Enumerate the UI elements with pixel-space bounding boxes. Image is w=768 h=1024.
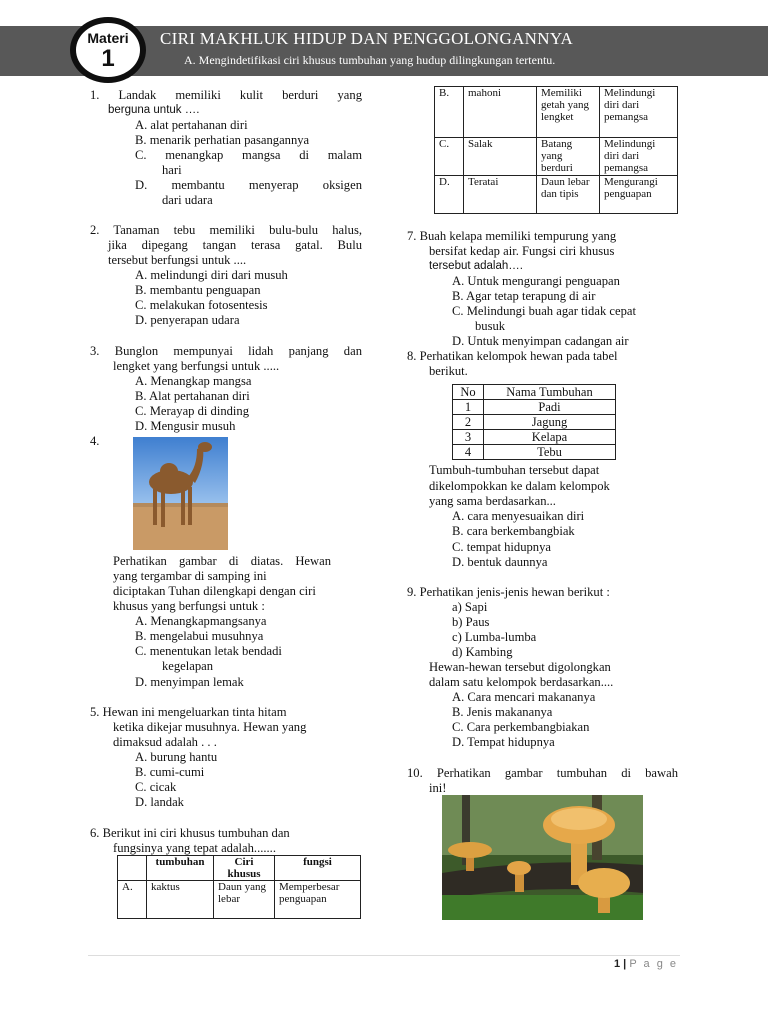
q6-row-a-ciri: Daun yang lebar xyxy=(214,881,275,919)
q8-header-name: Nama Tumbuhan xyxy=(484,385,616,400)
q2-option-d: D. penyerapan udara xyxy=(135,313,240,327)
q6-row-a-plant: kaktus xyxy=(147,881,214,919)
q6-row-b-opt: B. xyxy=(435,87,464,138)
q7-option-c: C. Melindungi buah agar tidak cepat xyxy=(452,304,636,318)
q3-option-a: A. Menangkap mangsa xyxy=(135,374,252,388)
q2-stem-line2: jika dipegang tangan terasa gatal. Bulu xyxy=(108,238,362,252)
q8-row-4-no: 4 xyxy=(453,445,484,460)
q9-after-line1: Hewan-hewan tersebut digolongkan xyxy=(429,660,611,674)
q8-row-2-name: Jagung xyxy=(484,415,616,430)
q2-stem-line3: tersebut berfungsi untuk .... xyxy=(108,253,247,267)
q6-row-a-opt: A. xyxy=(118,881,147,919)
q6-row-d-opt: D. xyxy=(435,176,464,214)
q8-table xyxy=(452,384,616,460)
page-subtitle: A. Mengindetifikasi ciri khusus tumbuhan yang hudup dilingkungan tertentu. xyxy=(184,53,556,67)
q10-stem-line2: ini! xyxy=(429,781,447,795)
q6-row-d-plant: Teratai xyxy=(464,176,537,214)
q5-option-a: A. burung hantu xyxy=(135,750,218,764)
q1-option-d-cont: dari udara xyxy=(162,193,213,207)
q6-row-b-plant: mahoni xyxy=(464,87,537,138)
q8-option-b: B. cara berkembangbiak xyxy=(452,524,575,538)
q4-option-a: A. Menangkapmangsanya xyxy=(135,614,267,628)
q2-option-a: A. melindungi diri dari musuh xyxy=(135,268,288,282)
q7-option-b: B. Agar tetap terapung di air xyxy=(452,289,596,303)
camel-image xyxy=(133,437,228,550)
q8-row-3-name: Kelapa xyxy=(484,430,616,445)
q7-option-d: D. Untuk menyimpan cadangan air xyxy=(452,334,629,348)
q5-option-d: D. landak xyxy=(135,795,184,809)
q6-stem-line2: fungsinya yang tepat adalah....... xyxy=(113,841,276,855)
q1-option-c: C. menangkap mangsa di malam xyxy=(135,148,362,162)
q1-stem-line2: berguna untuk …. xyxy=(108,104,200,116)
q7-option-c-cont: busuk xyxy=(475,319,506,333)
q1-option-b: B. menarik perhatian pasangannya xyxy=(135,133,310,147)
q9-item-b: b) Paus xyxy=(452,615,490,629)
q6-row-c-plant: Salak xyxy=(464,138,537,176)
q3-option-b: B. Alat pertahanan diri xyxy=(135,389,250,403)
q8-after-line1: Tumbuh-tumbuhan tersebut dapat xyxy=(429,463,600,477)
q7-option-a: A. Untuk mengurangi penguapan xyxy=(452,274,620,288)
q5-stem-line2: ketika dikejar musuhnya. Hewan yang xyxy=(113,720,307,734)
q6-row-a-fungsi: Memperbesar penguapan xyxy=(275,881,361,919)
q9-stem-line1: 9. Perhatikan jenis-jenis hewan berikut : xyxy=(407,585,610,599)
q6-row-c-opt: C. xyxy=(435,138,464,176)
page-title: CIRI MAKHLUK HIDUP DAN PENGGOLONGANNYA xyxy=(160,29,574,48)
q8-header-no: No xyxy=(453,385,484,400)
q6-header-ciri: Ciri khusus xyxy=(214,856,275,881)
q7-stem-line1: 7. Buah kelapa memiliki tempurung yang xyxy=(407,229,617,243)
q8-option-a: A. cara menyesuaikan diri xyxy=(452,509,585,523)
q9-item-a: a) Sapi xyxy=(452,600,488,614)
q9-option-b: B. Jenis makananya xyxy=(452,705,553,719)
q6-table-part2 xyxy=(434,86,678,214)
q6-row-b-fungsi: Melindungi diri dari pemangsa xyxy=(600,87,678,138)
q3-option-c: C. Merayap di dinding xyxy=(135,404,250,418)
q4-number: 4. xyxy=(90,434,100,448)
q6-table-part1 xyxy=(117,855,361,919)
q7-stem-line3: tersebut adalah…. xyxy=(429,260,523,272)
mushroom-image xyxy=(442,795,643,920)
q6-header-plant: tumbuhan xyxy=(147,856,214,881)
q5-option-c: C. cicak xyxy=(135,780,177,794)
q4-stem-line1: Perhatikan gambar di diatas. Hewan xyxy=(113,554,331,568)
q9-option-d: D. Tempat hidupnya xyxy=(452,735,555,749)
q6-row-c-fungsi: Melindungi diri dari pemangsa xyxy=(600,138,678,176)
q6-row-c-ciri: Batang yang berduri xyxy=(537,138,600,176)
q8-row-4-name: Tebu xyxy=(484,445,616,460)
q8-after-line2: dikelompokkan ke dalam kelompok xyxy=(429,479,610,493)
q3-stem-line1: 3. Bunglon mempunyai lidah panjang dan xyxy=(90,344,362,358)
q2-option-b: B. membantu penguapan xyxy=(135,283,261,297)
q5-stem-line1: 5. Hewan ini mengeluarkan tinta hitam xyxy=(90,705,287,719)
q8-option-d: D. bentuk daunnya xyxy=(452,555,548,569)
q1-option-d: D. membantu menyerap oksigen xyxy=(135,178,362,192)
q4-option-d: D. menyimpan lemak xyxy=(135,675,244,689)
q9-item-d: d) Kambing xyxy=(452,645,513,659)
materi-badge xyxy=(70,17,146,83)
page-separator: | xyxy=(620,958,630,970)
badge-number: 1 xyxy=(101,45,115,72)
q6-stem-line1: 6. Berikut ini ciri khusus tumbuhan dan xyxy=(90,826,290,840)
q9-option-c: C. Cara perkembangbiakan xyxy=(452,720,590,734)
page-footer xyxy=(614,957,678,972)
q3-stem-line2: lengket yang berfungsi untuk ..... xyxy=(113,359,280,373)
q9-item-c: c) Lumba-lumba xyxy=(452,630,537,644)
q8-stem-line1: 8. Perhatikan kelompok hewan pada tabel xyxy=(407,349,618,363)
q8-row-3-no: 3 xyxy=(453,430,484,445)
q8-row-1-name: Padi xyxy=(484,400,616,415)
q4-option-c-cont: kegelapan xyxy=(162,659,214,673)
q6-row-d-fungsi: Mengurangi penguapan xyxy=(600,176,678,214)
q4-option-b: B. mengelabui musuhnya xyxy=(135,629,264,643)
page-word: P a g e xyxy=(629,958,678,970)
q4-stem-line2: yang tergambar di samping ini xyxy=(113,569,267,583)
q5-stem-line3: dimaksud adalah . . . xyxy=(113,735,217,749)
q4-option-c: C. menentukan letak bendadi xyxy=(135,644,282,658)
q6-row-d-ciri: Daun lebar dan tipis xyxy=(537,176,600,214)
page-number: 1 xyxy=(614,958,621,970)
q4-stem-line3: diciptakan Tuhan dilengkapi dengan ciri xyxy=(113,584,316,598)
q8-after-line3: yang sama berdasarkan... xyxy=(429,494,556,508)
q6-header-fungsi: fungsi xyxy=(275,856,361,881)
q8-row-1-no: 1 xyxy=(453,400,484,415)
q1-option-a: A. alat pertahanan diri xyxy=(135,118,248,132)
q8-option-c: C. tempat hidupnya xyxy=(452,540,551,554)
badge-label: Materi xyxy=(87,30,129,46)
q1-option-c-cont: hari xyxy=(162,163,182,177)
q2-option-c: C. melakukan fotosentesis xyxy=(135,298,268,312)
footer-divider xyxy=(88,955,680,956)
q7-stem-line2: bersifat kedap air. Fungsi ciri khusus xyxy=(429,244,615,258)
q8-row-2-no: 2 xyxy=(453,415,484,430)
q1-stem-line1: 1. Landak memiliki kulit berduri yang xyxy=(90,88,362,102)
q6-row-b-ciri: Memiliki getah yang lengket xyxy=(537,87,600,138)
q3-option-d: D. Mengusir musuh xyxy=(135,419,236,433)
q2-stem-line1: 2. Tanaman tebu memiliki bulu-bulu halus, xyxy=(90,223,362,237)
q5-option-b: B. cumi-cumi xyxy=(135,765,205,779)
q10-stem-line1: 10. Perhatikan gambar tumbuhan di bawah xyxy=(407,766,678,780)
q9-option-a: A. Cara mencari makananya xyxy=(452,690,596,704)
q4-stem-line4: khusus yang berfungsi untuk : xyxy=(113,599,265,613)
q9-after-line2: dalam satu kelompok berdasarkan.... xyxy=(429,675,614,689)
q8-stem-line2: berikut. xyxy=(429,364,468,378)
